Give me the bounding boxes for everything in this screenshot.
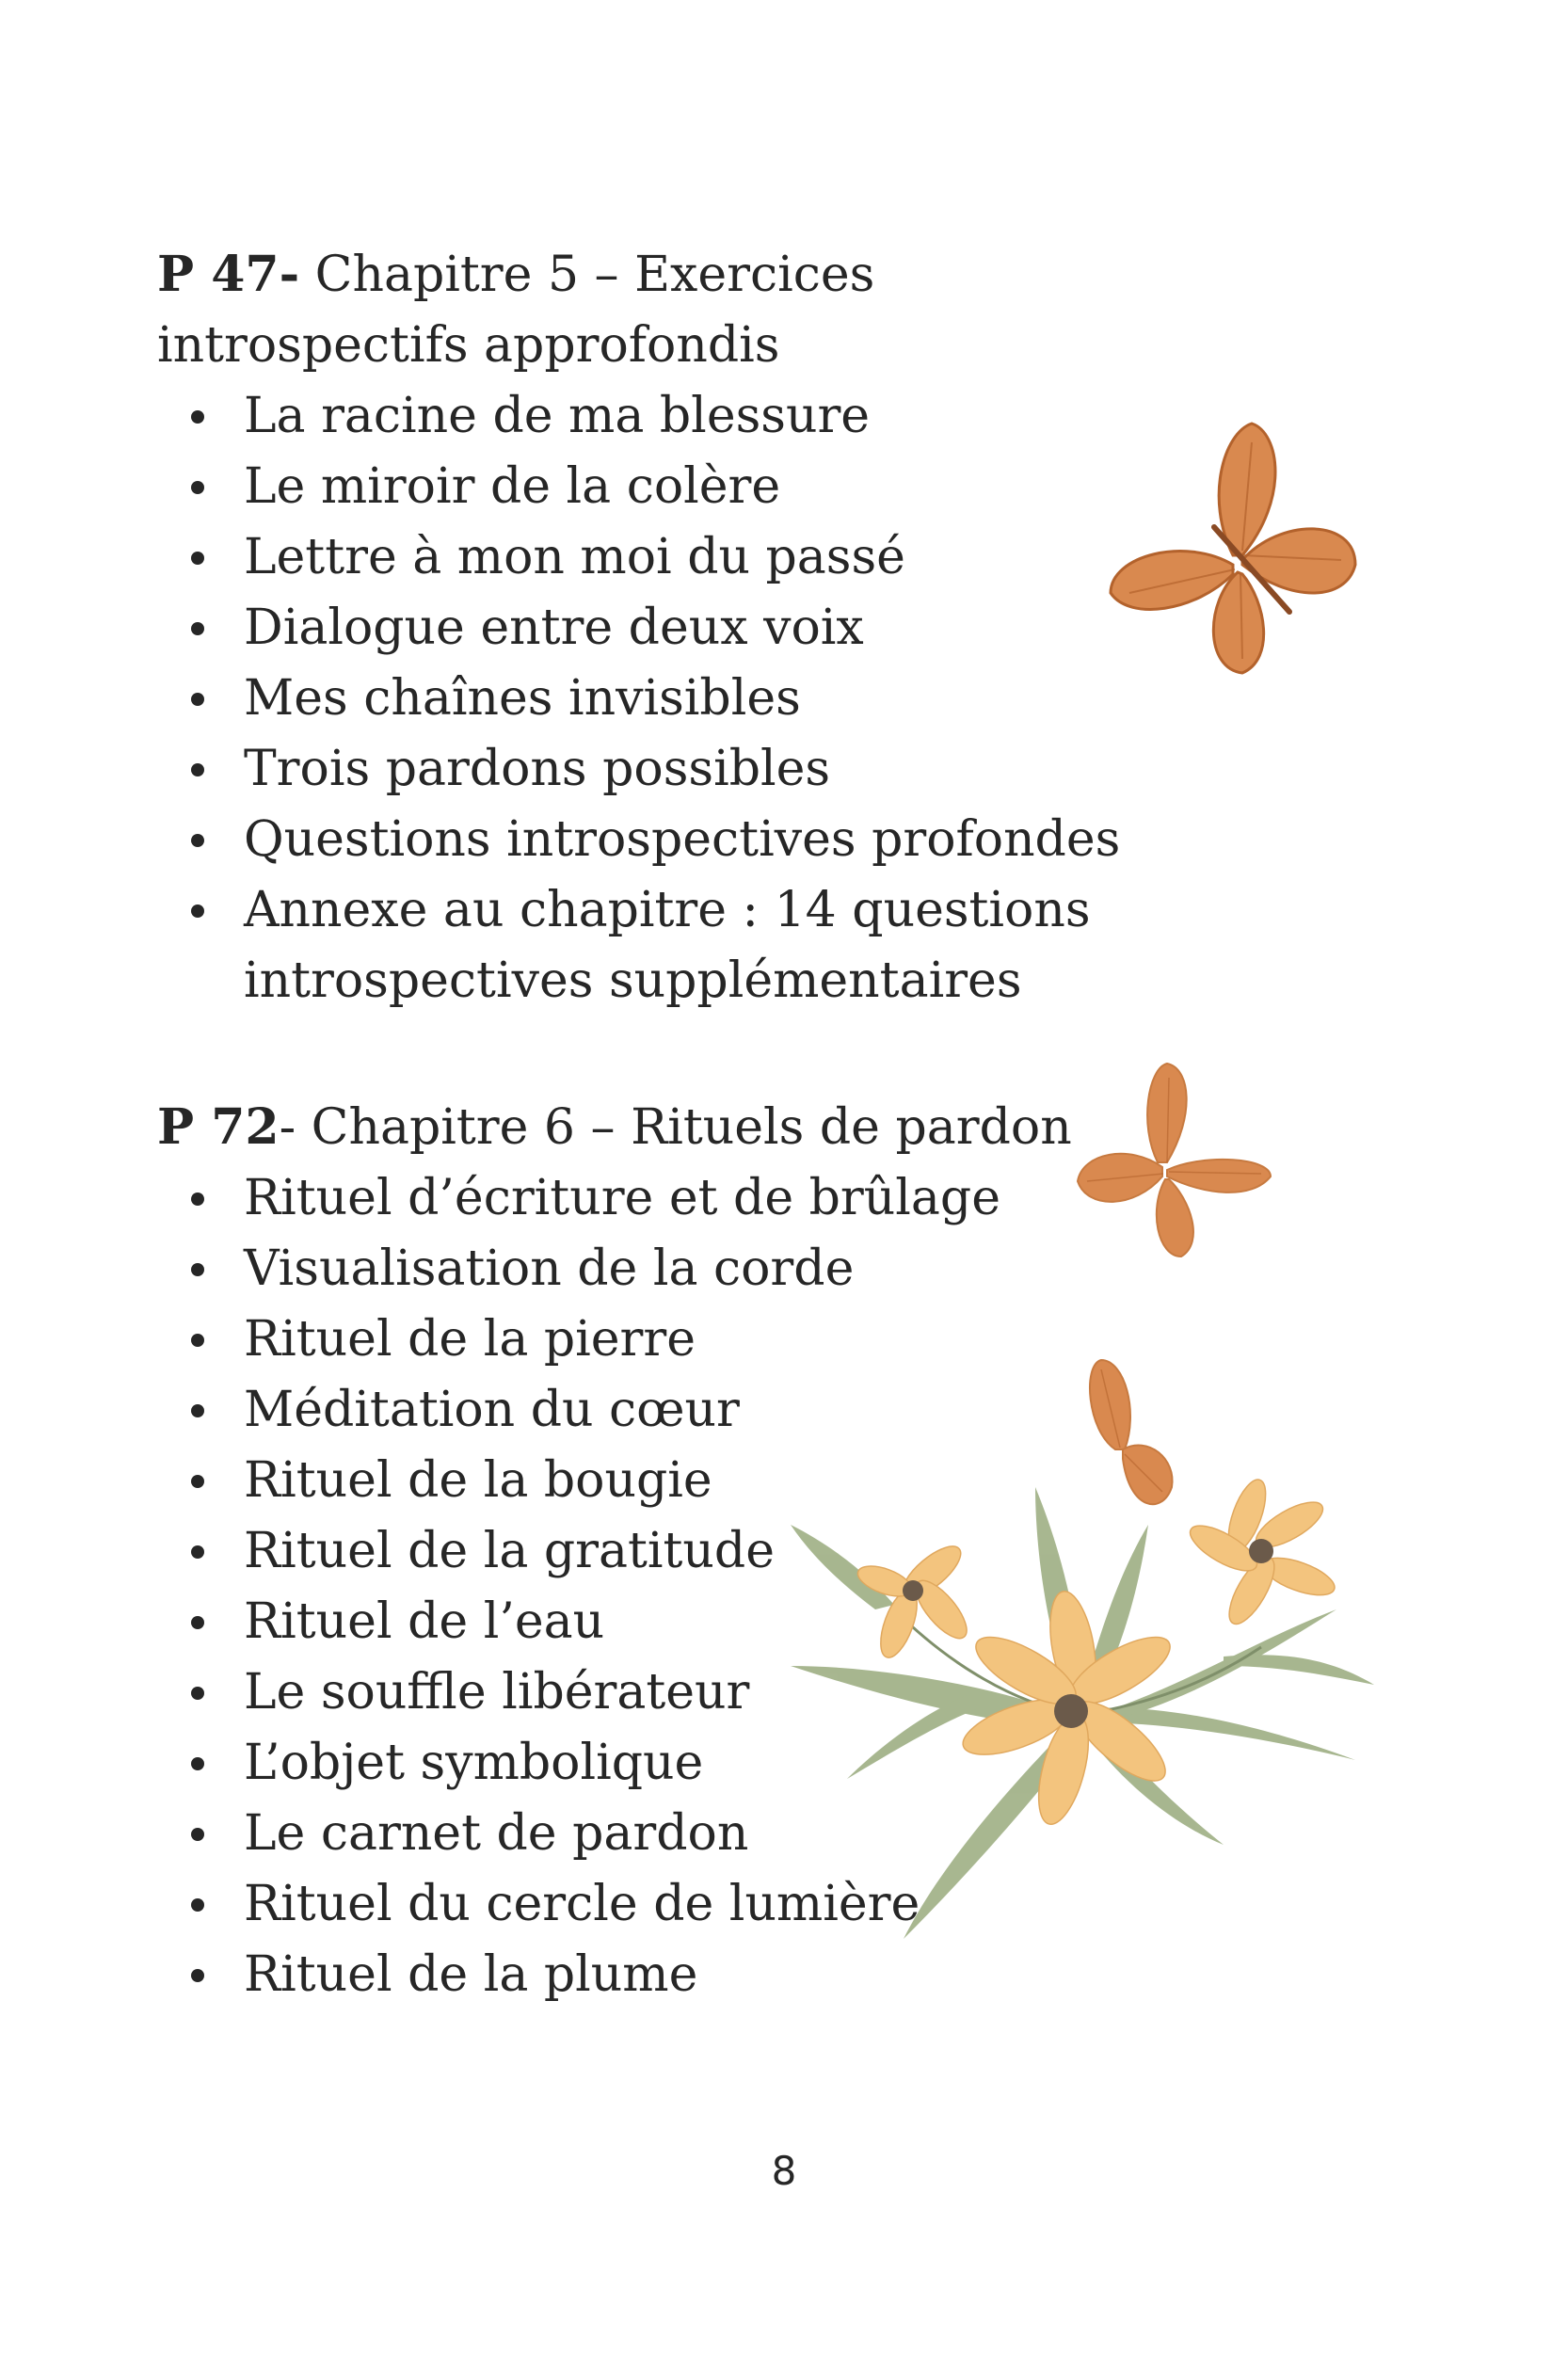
flower-icon [734,1468,1412,1958]
list-item-text: Lettre à mon moi du passé [244,529,905,585]
butterfly-icon [1101,414,1365,687]
chapter-title [157,239,1145,381]
bullet-icon [191,1616,204,1629]
list-item-text: Le carnet de pardon [244,1805,749,1862]
list-item [157,1305,1409,1375]
bullet-icon [191,1334,204,1347]
list-item-text: Rituel de la bougie [244,1452,712,1509]
chapter-title-text: - Chapitre 6 – Rituels de pardon [279,1099,1072,1156]
list-item [157,875,1373,1016]
chapter-title-text: Chapitre 5 – Exercices introspectifs approfondis [157,247,875,374]
bullet-icon [191,1969,204,1982]
bullet-icon [191,1898,204,1912]
butterfly-icon [1073,1059,1280,1266]
page-number: 8 [771,2148,797,2194]
list-item-text: Dialogue entre deux voix [244,600,864,656]
bullet-icon [191,1828,204,1841]
bullet-icon [191,552,204,565]
list-item-text: Mes chaînes invisibles [244,670,801,727]
list-item-text: Rituel de la gratitude [244,1523,775,1579]
bullet-icon [191,904,204,918]
bullet-icon [191,693,204,706]
chapter-title [157,1092,1145,1163]
list-item-text: Rituel d’écriture et de brûlage [244,1170,1000,1226]
bullet-icon [191,834,204,847]
list-item-text: Rituel de l’eau [244,1593,605,1650]
list-item-text: Visualisation de la corde [244,1241,855,1297]
bullet-icon [191,622,204,635]
bullet-icon [191,410,204,424]
bullet-icon [191,763,204,776]
list-item-text: L’objet symbolique [244,1735,704,1791]
bullet-icon [191,1404,204,1417]
list-item [157,1375,1409,1446]
list-item-text: Trois pardons possibles [244,741,831,797]
list-item-text: Questions introspectives profondes [244,811,1121,868]
list-item-text: Rituel de la pierre [244,1311,696,1368]
list-item-text: Annexe au chapitre : 14 questions introspectives supplémentaires [244,882,1091,1009]
bullet-icon [191,481,204,494]
bullet-icon [191,1687,204,1700]
bullet-icon [191,1263,204,1276]
bullet-icon [191,1193,204,1206]
list-item-text: Rituel de la plume [244,1946,698,2003]
list-item-text: Le miroir de la colère [244,458,781,515]
page-reference: P 47- [157,246,300,303]
list-item-text: Méditation du cœur [244,1382,740,1438]
bullet-icon [191,1757,204,1770]
list-item [157,734,1409,805]
list-item [157,805,1409,875]
bullet-icon [191,1475,204,1488]
list-item-text: La racine de ma blessure [244,388,871,444]
page-reference: P 72 [157,1098,280,1156]
list-item-text: Rituel du cercle de lumière [244,1876,920,1932]
list-item-text: Le souffle libérateur [244,1664,750,1721]
bullet-icon [191,1545,204,1559]
